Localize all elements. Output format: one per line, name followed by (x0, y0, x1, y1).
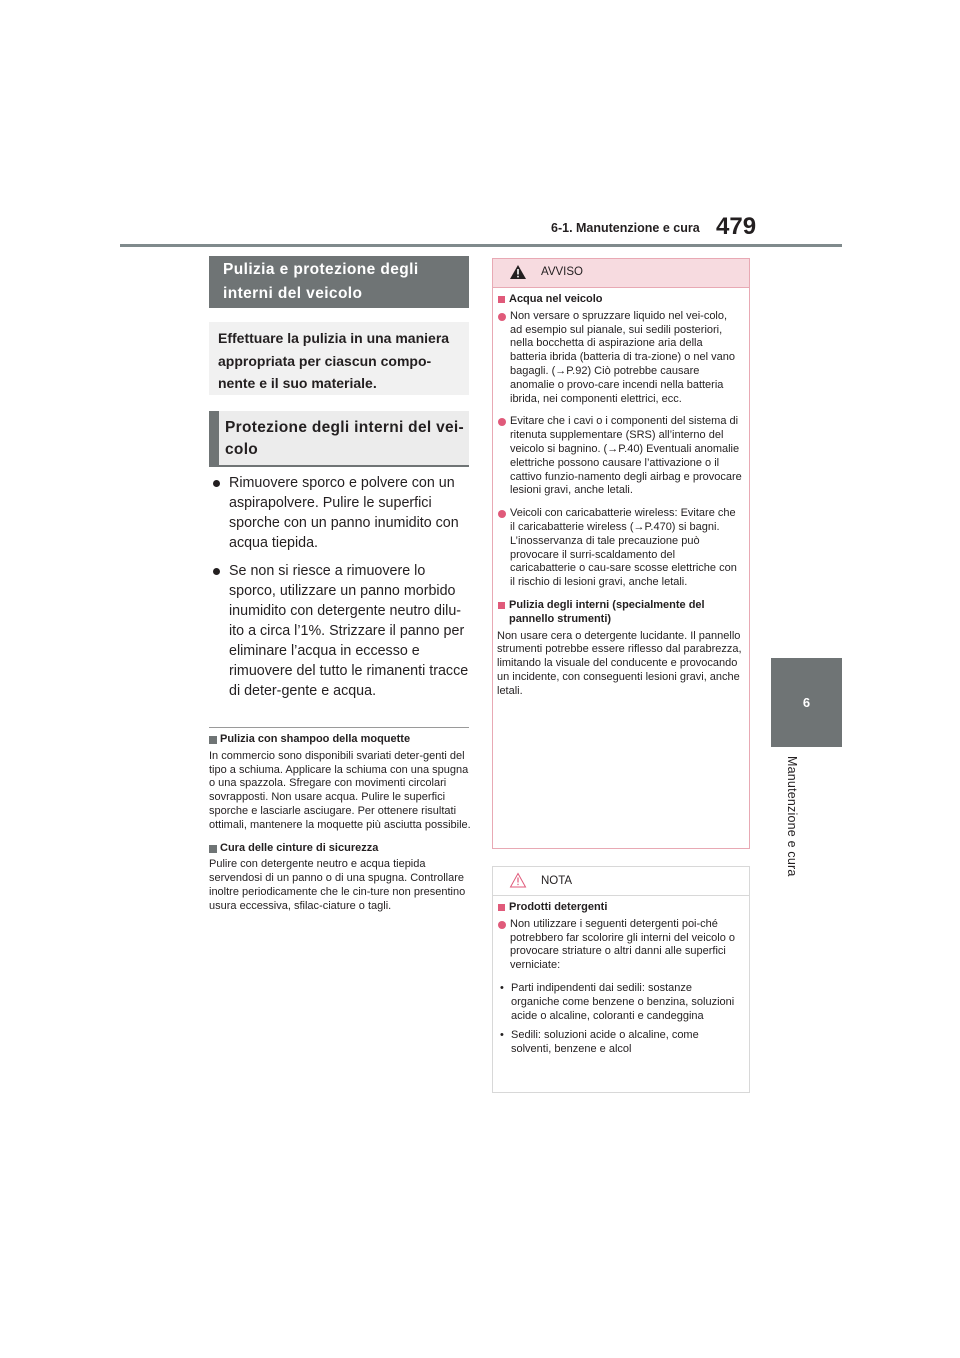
nota-header (493, 867, 749, 896)
nota-dash-item: • Parti indipendenti dai sedili: sostanze organiche come benzene o benzina, soluzioni acide o alcaline, coloranti e candeggina (500, 981, 735, 1022)
notes (209, 733, 471, 923)
note-body: Pulire con detergente neutro e acqua tiepida servendosi di un panno o di una spugna. Controllare inoltre periodicamente che le cin-ture non presentino usura eccessiva, sfilac-ciature o tagli. (209, 858, 466, 912)
warning-triangle-icon (509, 264, 527, 280)
note-title: Pulizia con shampoo della moquette (209, 733, 471, 747)
warning-section-title: Pulizia degli interni (specialmente del pannello strumenti) (497, 599, 742, 627)
circle-bullet-icon (498, 921, 506, 929)
nota-box (492, 866, 750, 1093)
warning-box (492, 258, 750, 849)
notes-separator (209, 727, 469, 728)
warning-item: Evitare che i cavi o i componenti del sistema di ritenuta supplementare (SRS) all’interno del veicolo si bagnino. (→P.40) Eventuali anomalie elettriche possono causare l’attivazione o il cattivo funzio-namento degli airbag e provocare lesioni gravi, anche letali. (497, 415, 742, 498)
warning-label: AVVISO (541, 266, 583, 278)
nota-item: Non utilizzare i seguenti detergenti poi-ché potrebbero far scolorire gli interni del veicolo o provocare striature o altri danni alle superfici verniciate: (497, 918, 742, 973)
page-number: 479 (716, 213, 757, 240)
list-item: Rimuovere sporco e polvere con un aspirapolvere. Pulire le superfici sporche con un panno inumidito con acqua tiepida. (210, 473, 472, 553)
square-bullet-icon (498, 296, 505, 303)
circle-bullet-icon (498, 510, 506, 518)
nota-label: NOTA (541, 875, 573, 887)
list-item: Se non si riesce a rimuovere lo sporco, utilizzare un panno morbido inumidito con detergente neutro dilu-ito a circa l’1%. Strizzare il panno per eliminare l’acqua in eccesso e rimuovere del tutto le rimanenti tracce di deter-gente e acqua. (210, 561, 472, 701)
warning-item: Non versare o spruzzare liquido nel vei-colo, ad esempio sul pianale, sui sedili posteriori, nella bocchetta di aspirazione aria della batteria ibrida (batteria di tra-zione) o nel vano bagagli. (→P.92) Ciò potrebbe causare anomalie o provo-care incendi nella batteria ibrida, nei componenti elettrici, ecc. (497, 310, 742, 407)
dash-bullet-icon: • (500, 981, 504, 994)
square-bullet-icon (209, 736, 217, 744)
bullet-dot-icon (213, 568, 220, 575)
chapter-label: Manutenzione e cura (785, 756, 799, 877)
square-bullet-icon (209, 845, 217, 853)
square-bullet-icon (498, 602, 505, 609)
warning-section-title: Acqua nel veicolo (497, 293, 742, 307)
note-title: Cura delle cinture di sicurezza (209, 842, 471, 856)
square-bullet-icon (498, 904, 505, 911)
subheading: Protezione degli interni del vei-colo (209, 411, 469, 467)
warning-text: Non usare cera o detergente lucidante. Il pannello strumenti potrebbe essere riflesso dal parabrezza, limitando la visuale del conducente e provocando un incidente, con conseguenti lesioni gravi, anche letali. (497, 629, 742, 697)
nota-body (493, 896, 749, 1057)
note-body: In commercio sono disponibili svariati deter-genti del tipo a schiuma. Applicare la schiuma con una spugna o una spazzola. Sfregare con movimenti circolari sovrapposti. Non usare acqua. Pulire le superfici sporche e lasciarle asciugare. Per ottenere risultati ottimali, mantenere la moquette più asciutta possibile. (209, 749, 471, 831)
chapter-tab: 6 (771, 658, 842, 747)
warning-header (493, 259, 749, 288)
circle-bullet-icon (498, 313, 506, 321)
caution-triangle-icon (509, 872, 527, 888)
circle-bullet-icon (498, 418, 506, 426)
nota-section-title: Prodotti detergenti (497, 901, 742, 915)
bullet-list (210, 473, 472, 709)
warning-body (493, 288, 749, 699)
running-header-section: 6-1. Manutenzione e cura (551, 221, 700, 235)
bullet-dot-icon (213, 480, 220, 487)
warning-item: Veicoli con caricabatterie wireless: Evitare che il caricabatterie wireless (→P.470) si bagni. L’inosservanza di tale precauzione può provocare il surri-scaldamento del caricabatterie o cau-sare scosse elettriche con il rischio di lesioni gravi, anche letali. (497, 507, 742, 590)
dash-bullet-icon: • (500, 1029, 504, 1042)
section-title: Pulizia e protezione degli interni del veicolo (209, 256, 469, 308)
header-rule (120, 244, 842, 247)
lead-text: Effettuare la pulizia in una maniera appropriata per ciascun compo-nente e il suo materiale. (209, 322, 469, 395)
nota-dash-item: • Sedili: soluzioni acide o alcaline, come solventi, benzene e alcol (500, 1029, 699, 1056)
